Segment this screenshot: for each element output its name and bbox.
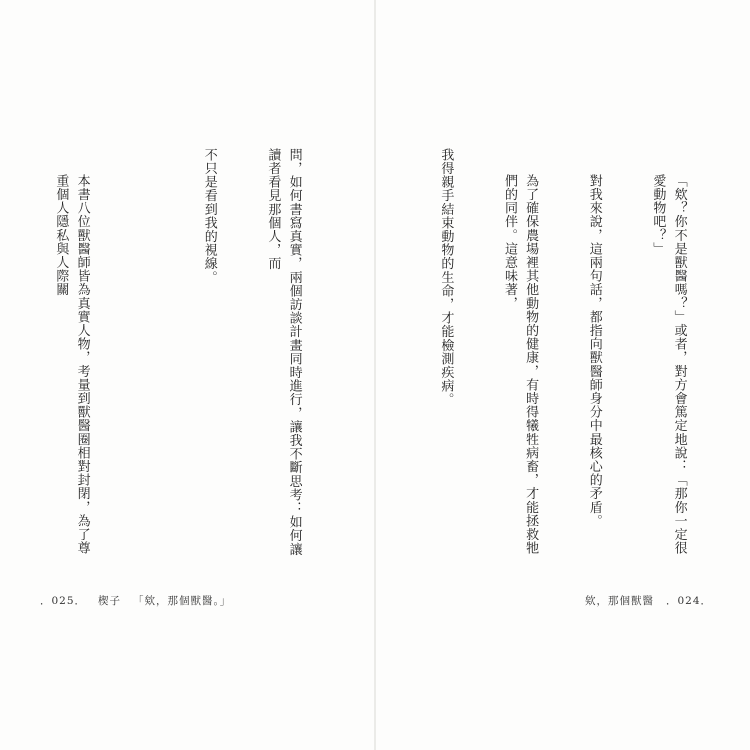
text-column: 問，如何書寫真實，兩個訪談計畫同時進行，讓我不斷思考：如何讓讀者看見那個人，而: [265, 148, 302, 556]
running-author: 楔子: [98, 595, 122, 607]
text-column: 為了確保農場裡其他動物的健康，有時得犧牲病畜，才能拯救牠們的同伴。這意味著，: [501, 174, 539, 555]
text-column: 本書八位獸醫師皆為真實人物，考量到獸醫圈相對封閉，為了尊重個人隱私與人際關: [53, 174, 90, 555]
running-title: 欸，那個獸醫: [584, 595, 654, 607]
right-page: [375, 0, 750, 750]
text-column: 「欸？你不是獸醫嗎？」或者，對方會篤定地說：「那你一定很愛動物吧？」: [650, 174, 687, 555]
running-title: 「欸，那個獸醫。」: [133, 595, 232, 607]
text-column: 對我來說，這兩句話，都指向獸醫師身分中最核心的矛盾。: [586, 174, 602, 528]
right-page-footer: [585, 593, 712, 608]
text-column: 不只是看到我的視線。: [201, 148, 217, 284]
right-page-body: [432, 148, 732, 568]
page-number: ．025．: [40, 595, 87, 607]
text-column: 我得親手結束動物的生命，才能檢測疾病。: [438, 148, 454, 407]
page-number: ．024．: [665, 595, 712, 607]
left-page-body: [17, 148, 347, 568]
left-page-footer: [40, 593, 231, 608]
